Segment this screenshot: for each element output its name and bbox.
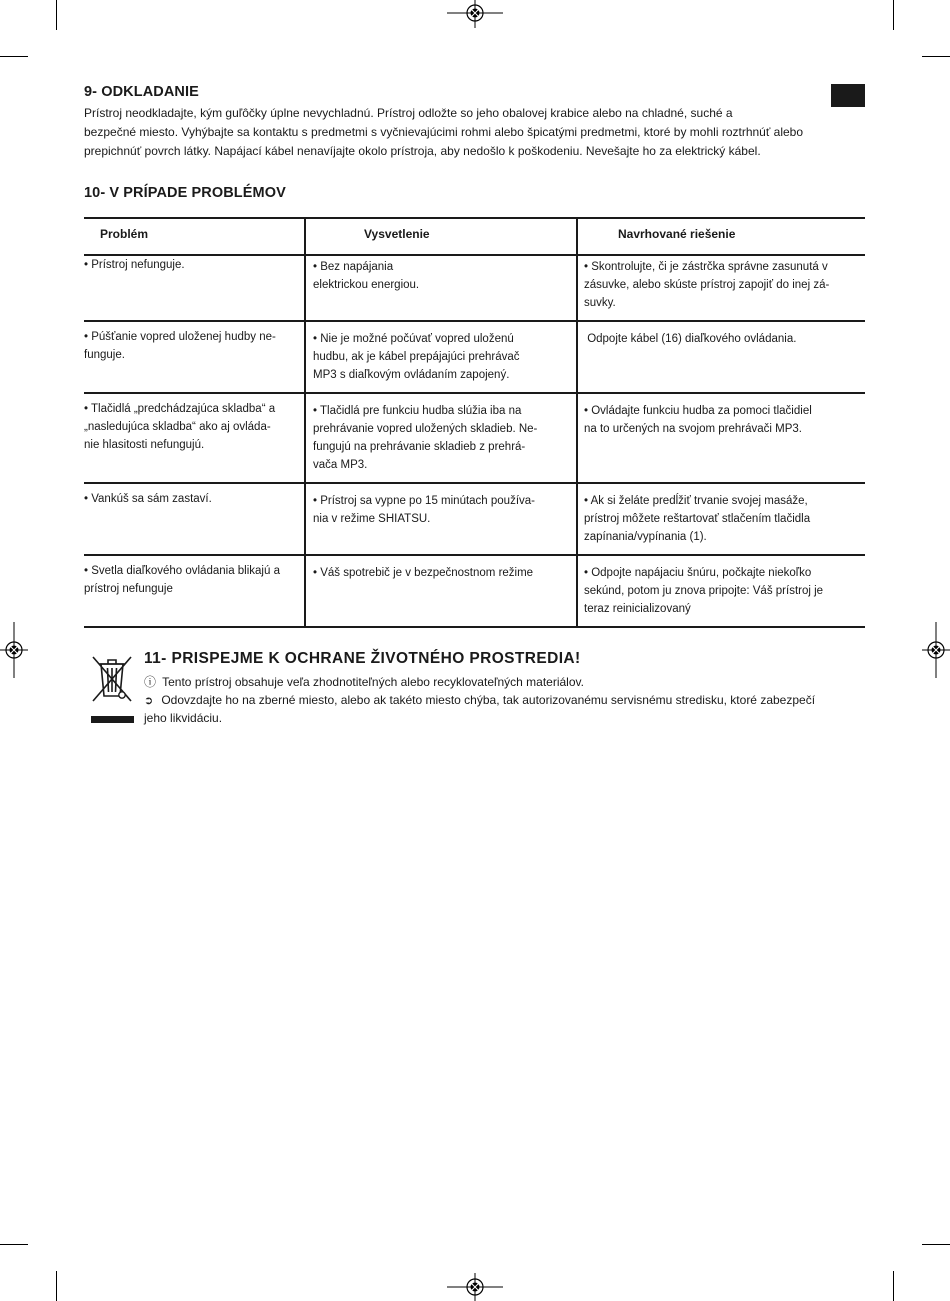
explanation-text: • Nie je možné počúvať vopred uloženú <box>313 333 514 345</box>
section-9-text <box>84 104 866 161</box>
table-rule <box>84 554 865 556</box>
problem-text: „nasledujúca skladba“ ako aj ovláda- <box>84 421 271 433</box>
solution-cell <box>584 258 829 312</box>
problem-text: • Prístroj nefunguje. <box>84 259 185 271</box>
arrow-text: Odovzdajte ho na zberné miesto, alebo ak takéto miesto chýba, tak autorizovanému servisnému stredisku, ktoré zabezpečí <box>161 693 816 707</box>
explanation-text: hudbu, ak je kábel prepájajúci prehrávač <box>313 351 520 363</box>
explanation-text: • Tlačidlá pre funkciu hudba slúžia iba na <box>313 405 522 417</box>
problem-text: • Svetla diaľkového ovládania blikajú a <box>84 565 280 577</box>
table-row <box>84 562 280 598</box>
solution-cell <box>584 330 796 348</box>
solution-text: suvky. <box>584 297 616 309</box>
table-row <box>84 256 185 274</box>
arrow-icon: ➲ <box>144 695 154 707</box>
section-9-title: 9- ODKLADANIE <box>84 84 199 100</box>
explanation-text: nia v režime SHIATSU. <box>313 513 431 525</box>
table-row <box>84 490 212 508</box>
section-11-title: 11- PRISPEJME K OCHRANE ŽIVOTNÉHO PROSTREDIA! <box>144 650 581 667</box>
problem-text: • Tlačidlá „predchádzajúca skladba“ a <box>84 403 276 415</box>
solution-text: • Odpojte napájaciu šnúru, počkajte niekoľko <box>584 567 812 579</box>
table-rule <box>84 320 865 322</box>
registration-mark-icon <box>447 0 503 28</box>
problem-text: nie hlasitosti nefungujú. <box>84 439 205 451</box>
crop-mark <box>893 0 894 30</box>
solution-text: Odpojte kábel (16) diaľkového ovládania. <box>584 333 797 345</box>
bin-underline-bar <box>91 716 134 723</box>
crossed-out-bin-icon <box>89 654 135 704</box>
crop-mark <box>56 0 57 30</box>
text-line: prepichnúť povrch látky. Napájací kábel nenavíjajte okolo prístroja, aby nedošlo k poškodeniu. Nevešajte ho za elektrický kábel. <box>84 144 761 158</box>
table-rule <box>84 392 865 394</box>
crop-mark <box>56 1271 57 1301</box>
solution-cell <box>584 564 823 618</box>
crop-mark <box>922 1244 950 1245</box>
explanation-cell <box>313 258 419 294</box>
registration-mark-icon <box>0 622 28 678</box>
solution-text: prístroj môžete reštartovať stlačením tlačidla <box>584 513 811 525</box>
solution-text: • Skontrolujte, či je zástrčka správne zasunutá v <box>584 261 828 273</box>
explanation-text: • Bez napájania <box>313 261 394 273</box>
explanation-cell <box>313 564 533 582</box>
text-line: bezpečné miesto. Vyhýbajte sa kontaktu s predmetmi s vyčnievajúcimi rohmi alebo špicatými predmetmi, ktoré by mohli roztrhnúť alebo <box>84 125 804 139</box>
solution-text: • Ovládajte funkciu hudba za pomoci tlačidiel <box>584 405 812 417</box>
explanation-text: prehrávanie vopred uložených skladieb. Ne- <box>313 423 538 435</box>
solution-cell <box>584 402 812 438</box>
explanation-text: fungujú na prehrávanie skladieb z prehrá- <box>313 441 526 453</box>
column-header-explanation: Vysvetlenie <box>364 227 430 241</box>
explanation-cell <box>313 402 537 474</box>
info-line <box>144 673 584 691</box>
section-10-title: 10- V PRÍPADE PROBLÉMOV <box>84 185 286 201</box>
solution-text: • Ak si želáte predĺžiť trvanie svojej masáže, <box>584 495 808 507</box>
arrow-line-continued: jeho likvidáciu. <box>144 711 223 725</box>
column-header-solution: Navrhované riešenie <box>618 227 736 241</box>
explanation-cell <box>313 492 535 528</box>
arrow-line <box>144 691 815 710</box>
table-rule <box>84 626 865 628</box>
explanation-text: • Prístroj sa vypne po 15 minútach používa- <box>313 495 535 507</box>
table-column-divider <box>304 217 306 627</box>
table-rule <box>84 482 865 484</box>
solution-text: na to určených na svojom prehrávači MP3. <box>584 423 802 435</box>
explanation-text: • Váš spotrebič je v bezpečnostnom režime <box>313 567 534 579</box>
explanation-cell <box>313 330 520 384</box>
table-column-divider <box>576 217 578 627</box>
solution-text: sekúnd, potom ju znova pripojte: Váš prístroj je <box>584 585 824 597</box>
solution-cell <box>584 492 810 546</box>
table-rule <box>84 254 865 256</box>
problem-text: prístroj nefunguje <box>84 583 173 595</box>
registration-mark-icon <box>447 1273 503 1301</box>
registration-mark-icon <box>922 622 950 678</box>
table-row <box>84 400 275 454</box>
crop-mark <box>922 56 950 57</box>
explanation-text: vača MP3. <box>313 459 368 471</box>
problem-text: • Púšťanie vopred uloženej hudby ne- <box>84 331 276 343</box>
solution-text: zásuvke, alebo skúste prístroj zapojiť do inej zá- <box>584 279 830 291</box>
solution-text: zapínania/vypínania (1). <box>584 531 707 543</box>
solution-text: teraz reinicializovaný <box>584 603 691 615</box>
info-text: Tento prístroj obsahuje veľa zhodnotiteľných alebo recyklovateľných materiálov. <box>162 675 584 689</box>
info-icon: ⓘ <box>144 675 157 689</box>
column-header-problem: Problém <box>100 227 149 241</box>
crop-mark <box>0 56 28 57</box>
problem-text: funguje. <box>84 349 125 361</box>
crop-mark <box>0 1244 28 1245</box>
table-row <box>84 328 276 364</box>
table-rule <box>84 217 865 219</box>
crop-mark <box>893 1271 894 1301</box>
text-line: Prístroj neodkladajte, kým guľôčky úplne nevychladnú. Prístroj odložte so jeho obalovej krabice alebo na chladné, suché a <box>84 106 733 120</box>
explanation-text: MP3 s diaľkovým ovládaním zapojený. <box>313 369 510 381</box>
explanation-text: elektrickou energiou. <box>313 279 420 291</box>
problem-text: • Vankúš sa sám zastaví. <box>84 493 212 505</box>
